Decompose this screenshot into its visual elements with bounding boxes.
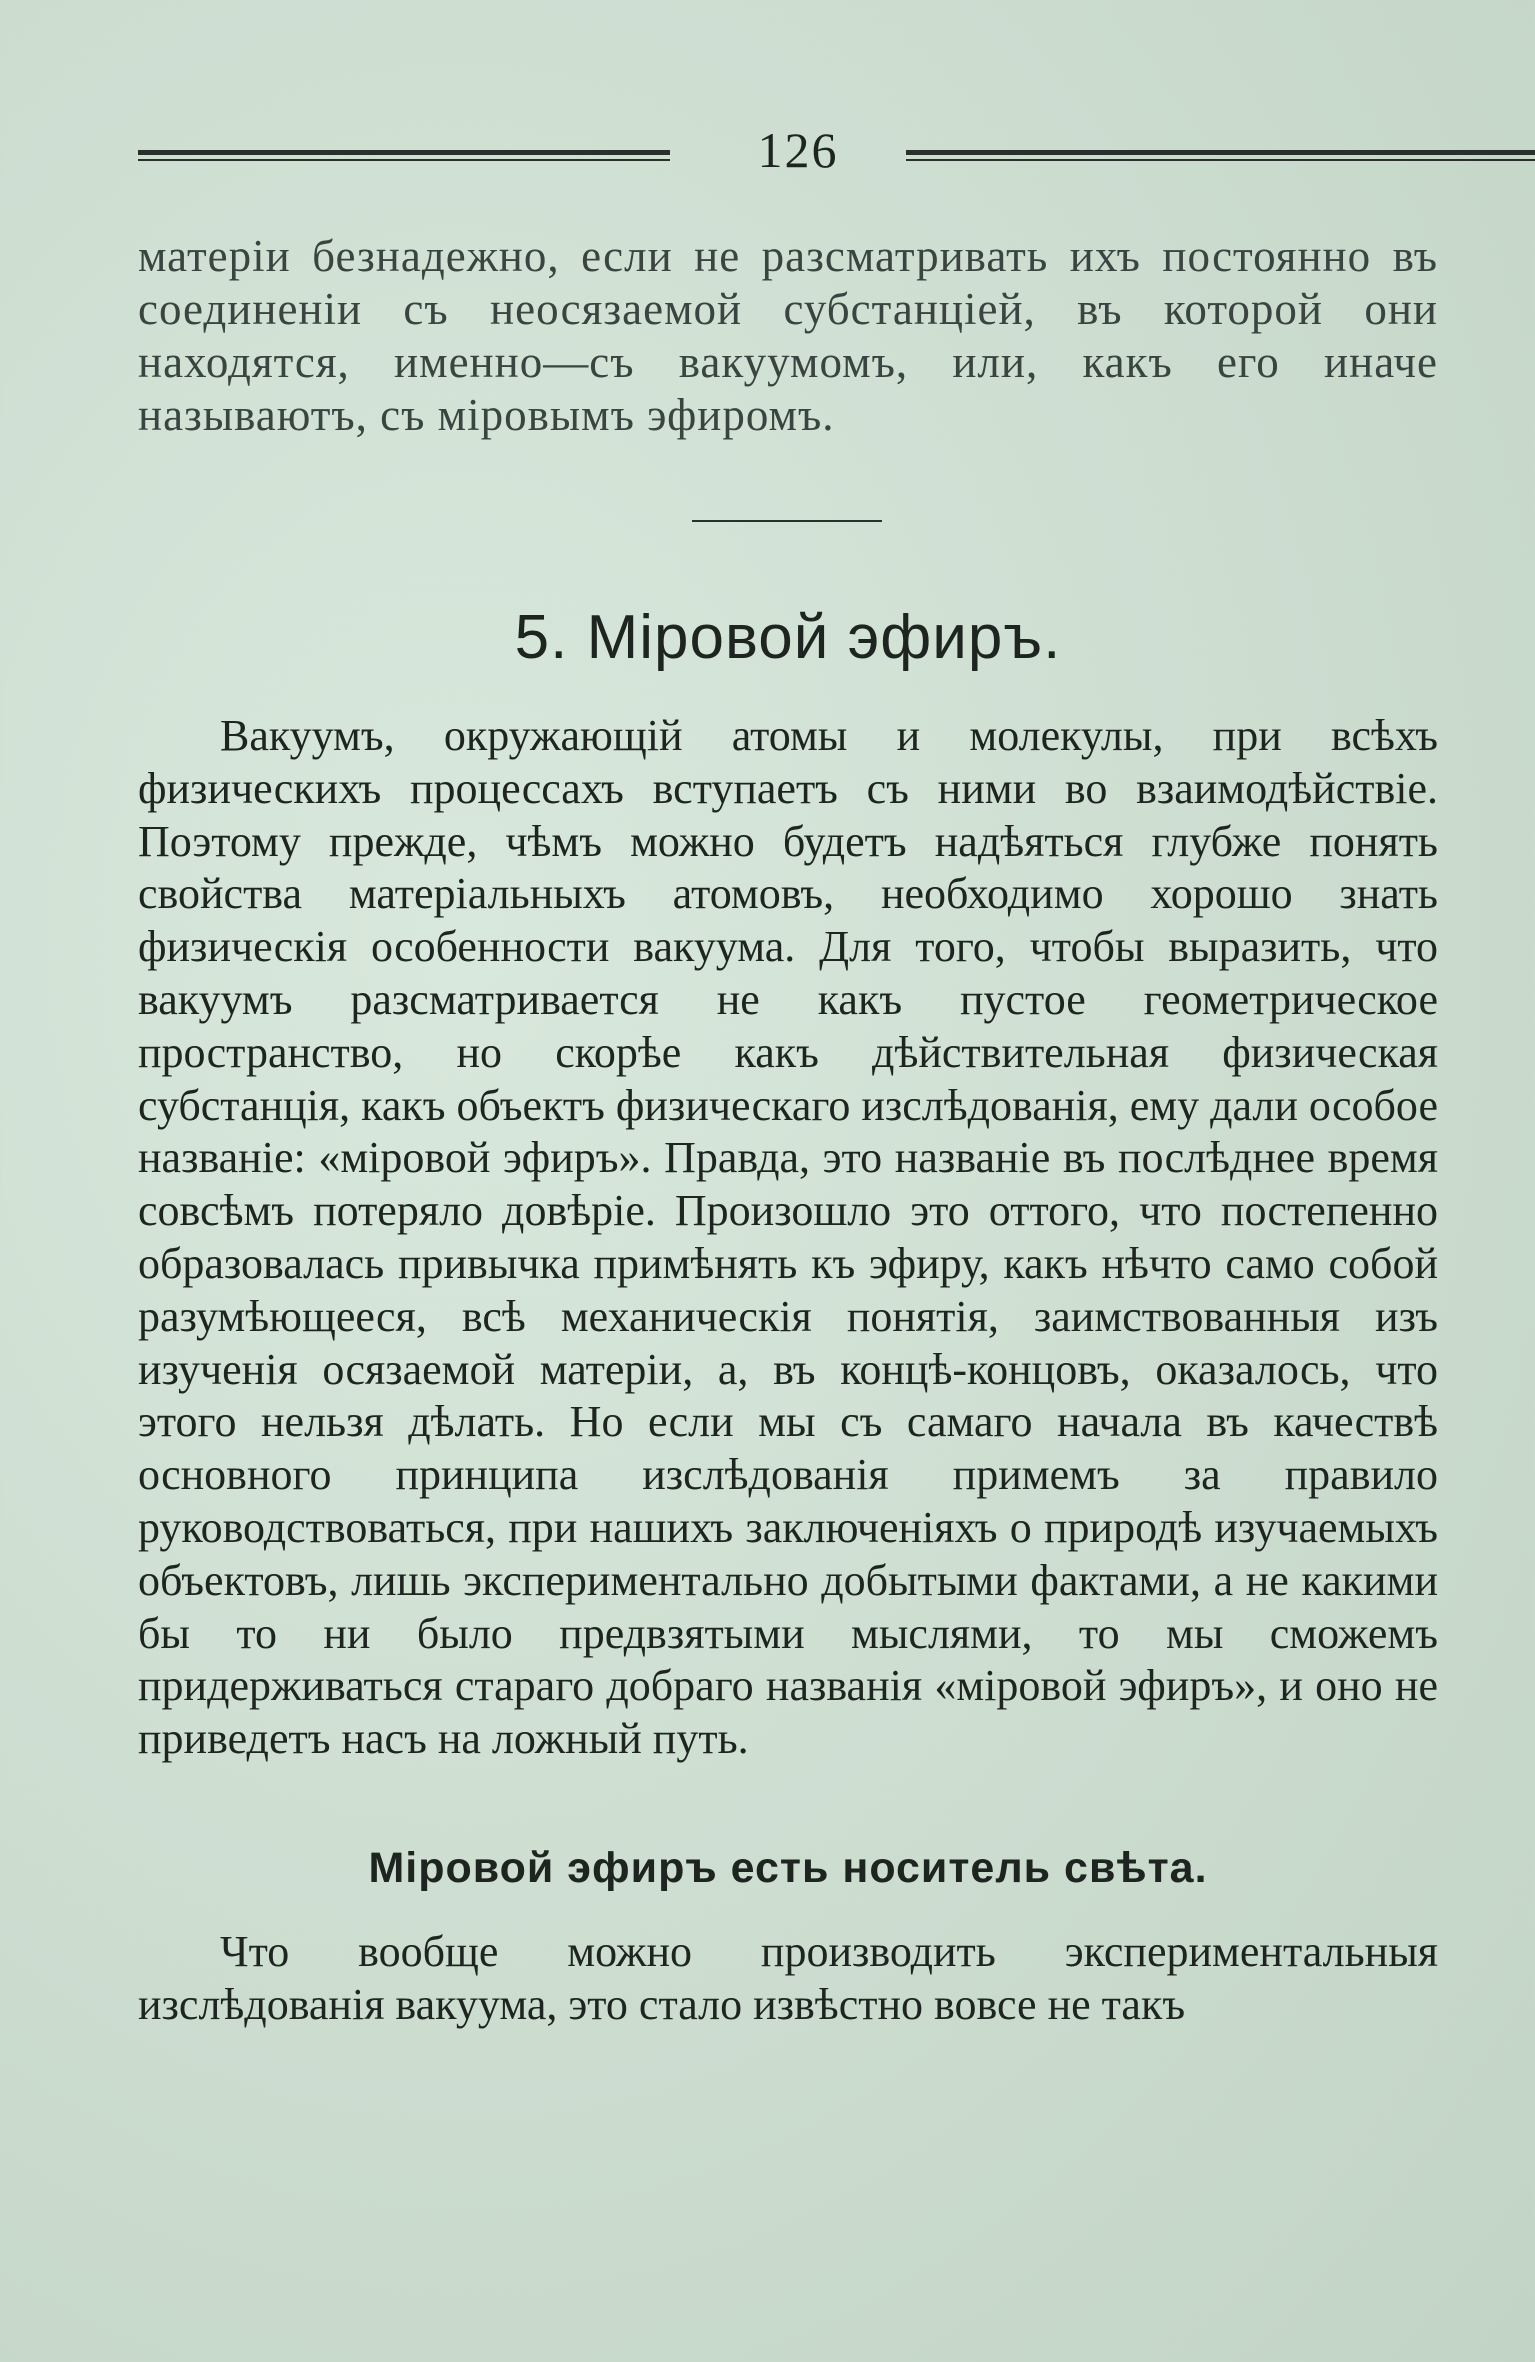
section-divider [692,520,882,522]
page-header [138,120,1438,190]
section-paragraph: Вакуумъ, окружающiй атомы и молекулы, при всѣхъ физическихъ процессахъ вступаетъ съ ними во взаимодѣйствiе. Поэтому прежде, чѣмъ можно будетъ надѣяться глубже понять свойства матерiальныхъ атомовъ, необходимо хорошо знать физическiя особенности вакуума. Для того, чтобы выразить, что вакуумъ разсматривается не какъ пустое геометрическое пространство, но скорѣе какъ дѣйствительная физическая субстанцiя, какъ объектъ физическаго изслѣдованiя, ему дали особое названiе: «мiровой эфиръ». Правда, это названiе въ послѣднее время совсѣмъ потеряло довѣрiе. Произошло это оттого, что постепенно образовалась привычка примѣнять къ эфиру, какъ нѣчто само собой разумѣющееся, всѣ механическiя понятiя, заимствованныя изъ изученiя осязаемой матерiи, а, въ концѣ-концовъ, оказалось, что этого нельзя дѣлать. Но если мы съ самаго начала въ качествѣ основного принципа изслѣдованiя примемъ за правило руководствоваться, при нашихъ заключенiяхъ о природѣ изучаемыхъ объектовъ, лишь экспериментально добытыми фактами, а не какими бы то ни было предвзятыми мыслями, то мы сможемъ придерживаться стараго добраго названiя «мiровой эфиръ», и оно не приведетъ насъ на ложный путь. [138,711,1438,1764]
header-rule-left [138,150,670,164]
subsection-title: Мiровой эфиръ есть носитель свѣта. [368,1843,1208,1892]
subsection-paragraph: Что вообще можно производить экспериментальныя изслѣдованiя вакуума, это стало извѣстно вовсе не такъ [138,1926,1438,2029]
header-rule-right [906,150,1535,164]
section-title: 5. Мiровой эфиръ. [514,603,1062,672]
page-number: 126 [757,122,839,178]
intro-paragraph: матерiи безнадежно, если не разсматривать ихъ постоянно въ соединенiи съ неосязаемой субстанцiей, въ которой они находятся, именно—съ вакуумомъ, или, какъ его иначе называютъ, съ мiровымъ эфиромъ. [138,231,1438,440]
book-page [138,120,1438,2032]
